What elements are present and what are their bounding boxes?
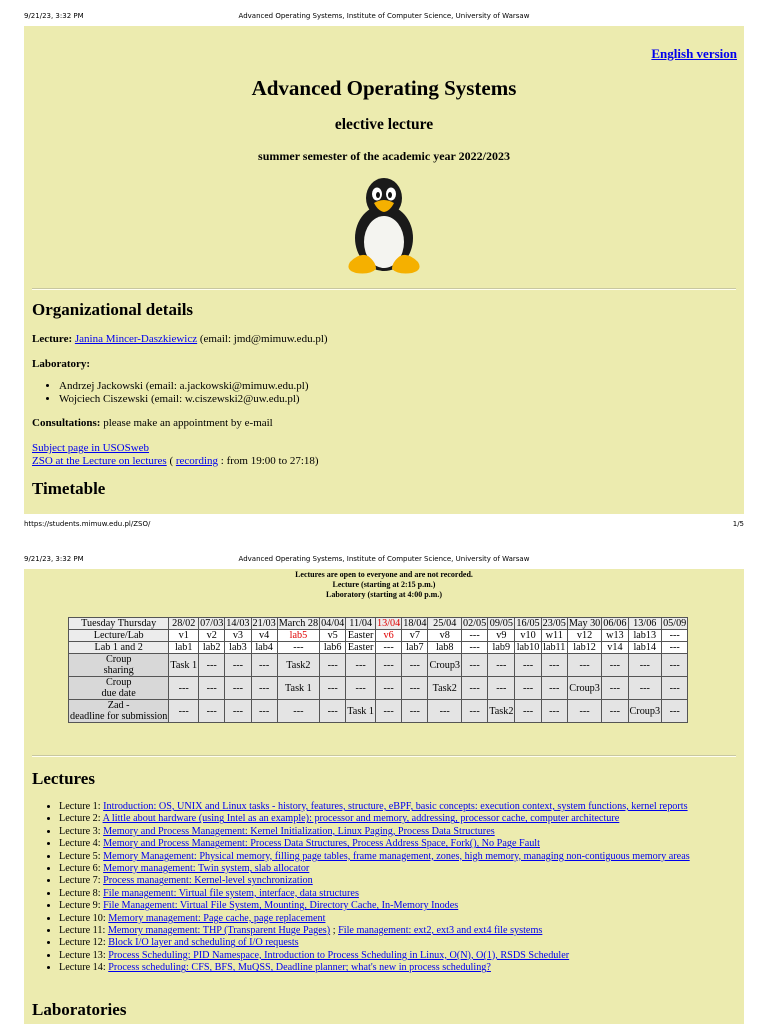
lecture-item <box>59 813 768 825</box>
timetable-cell: --- <box>199 654 225 677</box>
lecture-link[interactable]: Memory Management: Physical memory, filling page tables, frame management, zones, high memory, managing non-contiguous memory areas <box>103 850 690 862</box>
timetable-cell: Croup3 <box>567 677 601 700</box>
timetable-cell: --- <box>462 630 488 642</box>
timetable-cell: --- <box>251 700 277 723</box>
lecture-number: Lecture 2: <box>59 813 103 825</box>
lecture-link[interactable]: Memory and Process Management: Kernel Initialization, Linux Paging, Process Data Structures <box>103 825 495 837</box>
timetable-cell: --- <box>251 654 277 677</box>
tux-penguin-icon <box>342 176 426 276</box>
lecturer-email: (email: jmd@mimuw.edu.pl) <box>197 333 328 345</box>
lecture-link[interactable]: Process scheduling: CFS, BFS, MuQSS, Deadline planner; what's new in process scheduling? <box>108 962 491 974</box>
timetable-cell: --- <box>428 700 462 723</box>
divider <box>32 755 736 757</box>
timetable-cell: lab1 <box>169 642 199 654</box>
timetable-date-cell: 06/06 <box>603 618 627 629</box>
lecture-number: Lecture 3: <box>59 825 104 837</box>
timetable-cell: --- <box>515 677 541 700</box>
links-block: Subject page in USOSweb ZSO at the Lecture on lectures ( recording : from 19:00 to 27:18) <box>32 442 319 467</box>
timetable-cell: --- <box>602 677 628 700</box>
timetable-date-cell: March 28 <box>278 618 319 629</box>
timetable-cell: --- <box>488 654 515 677</box>
timetable-cell: --- <box>346 677 376 700</box>
timetable-cell: v12 <box>567 630 601 642</box>
lecture-number: Lecture 9: <box>59 900 104 912</box>
timetable-notice: Lectures are open to everyone and are not recorded. Lecture (starting at 2:15 p.m.) Laboratory (starting at 4:00 p.m.) <box>295 570 473 599</box>
lecture-link[interactable]: Memory management: THP (Transparent Huge Pages) <box>107 925 331 937</box>
timetable-cell: lab2 <box>199 642 225 654</box>
lecturer-link[interactable]: Janina Mincer-Daszkiewicz <box>74 333 198 345</box>
timetable-cell: --- <box>462 642 488 654</box>
page-subtitle: elective lecture <box>334 116 434 133</box>
timetable-table <box>68 617 688 723</box>
timetable-cell: --- <box>567 654 601 677</box>
timetable-cell: --- <box>462 700 488 723</box>
lecture-link[interactable]: File Management: Virtual File System, Mounting, Directory Cache, In-Memory Inodes <box>103 900 459 912</box>
timetable-cell: --- <box>402 654 428 677</box>
lecture-link[interactable]: File management: ext2, ext3 and ext4 file systems <box>338 925 543 937</box>
timetable-cell: --- <box>225 654 251 677</box>
timetable-date-cell: May 30 <box>568 618 601 629</box>
page-title: Advanced Operating Systems <box>251 76 517 100</box>
timetable-date-cell: 11/04 <box>346 618 376 630</box>
table-row <box>69 677 688 700</box>
timetable-cell: Easter <box>346 630 376 642</box>
lecture-item <box>59 950 768 962</box>
timetable-row-header: Zad - deadline for submission <box>70 700 168 722</box>
timetable-date-cell: 14/03 <box>226 618 250 629</box>
lecture-item <box>59 838 768 850</box>
timetable-cell: lab13 <box>628 630 662 642</box>
timetable-row-header: Lecture/Lab <box>69 630 169 642</box>
lecture-item <box>59 937 768 949</box>
timetable-cell: lab4 <box>251 642 277 654</box>
timetable-cell: Task2 <box>277 654 319 677</box>
timetable-cell: lab5 <box>277 630 319 642</box>
page-two <box>24 569 744 1024</box>
print-url: https://students.mimuw.edu.pl/ZSO/ <box>24 520 151 528</box>
lecture-link[interactable]: Memory and Process Management: Process Data Structures, Process Address Space, Fork(), No Page Fault <box>103 838 540 850</box>
timetable-cell: --- <box>662 642 688 654</box>
lecture-label: Lecture: <box>32 333 73 345</box>
timetable-date-cell: 18/04 <box>403 618 427 629</box>
timetable-cell: --- <box>462 677 488 700</box>
timetable-cell: --- <box>402 700 428 723</box>
timetable-cell: --- <box>320 677 346 700</box>
timetable-cell: v8 <box>428 630 462 642</box>
timetable-cell: --- <box>567 700 601 723</box>
table-row <box>69 654 688 677</box>
timetable-cell: --- <box>376 642 402 654</box>
timetable-cell: --- <box>199 677 225 700</box>
timetable-cell: --- <box>376 700 402 723</box>
timetable-cell: lab12 <box>567 642 601 654</box>
timetable-cell: --- <box>320 654 346 677</box>
timetable-cell: --- <box>277 700 319 723</box>
timetable-cell: --- <box>277 642 319 654</box>
timetable-cell: v14 <box>602 642 628 654</box>
timetable-cell: w11 <box>541 630 567 642</box>
timetable-header-row <box>69 618 688 630</box>
usos-link[interactable]: Subject page in USOSweb <box>32 442 150 454</box>
timetable-cell: v1 <box>169 630 199 642</box>
timetable-date-cell: 13/06 <box>628 618 662 630</box>
timetable-cell: --- <box>662 654 688 677</box>
lecture-separator: ; <box>330 925 339 937</box>
timetable-cell: --- <box>402 677 428 700</box>
page-one <box>24 26 744 514</box>
lecture-item <box>59 863 768 875</box>
timetable-cell: --- <box>199 700 225 723</box>
timetable-cell: lab8 <box>428 642 462 654</box>
timetable-cell: v9 <box>488 630 515 642</box>
semester-line: summer semester of the academic year 2022/2023 <box>258 149 510 163</box>
timetable-cell: --- <box>376 654 402 677</box>
timetable-cell: lab10 <box>516 642 540 653</box>
lecture-number: Lecture 7: <box>59 875 104 887</box>
timetable-cell: --- <box>488 677 515 700</box>
timetable-cell: v6 <box>376 630 402 642</box>
timetable-cell: --- <box>628 654 662 677</box>
lecture-item <box>59 851 768 863</box>
timetable-cell: --- <box>515 700 541 723</box>
timetable-cell: --- <box>169 677 199 700</box>
timetable-date-cell: 25/04 <box>428 618 462 630</box>
timetable-cell: --- <box>541 654 567 677</box>
lecture-item <box>59 962 768 974</box>
timetable-row-header: Lab 1 and 2 <box>69 642 169 654</box>
timetable-cell: --- <box>462 654 488 677</box>
lecture-item <box>59 801 768 813</box>
timetable-cell: Croup3 <box>428 654 462 677</box>
timetable-cell: lab11 <box>543 642 566 653</box>
timetable-date-cell: 16/05 <box>516 618 540 629</box>
timetable-cell: lab7 <box>402 642 428 654</box>
lecture-number: Lecture 10: <box>59 912 109 924</box>
org-heading: Organizational details <box>32 300 194 319</box>
timetable-cell: lab14 <box>628 642 662 654</box>
timetable-date-cell: 21/03 <box>252 618 276 629</box>
timetable-cell: Task 1 <box>169 654 199 677</box>
lecture-number: Lecture 4: <box>59 838 104 850</box>
timetable-cell: --- <box>662 677 688 700</box>
lecture-number: Lecture 13: <box>59 949 109 961</box>
lecture-item <box>59 925 768 937</box>
lecture-link[interactable]: File management: Virtual file system, interface, data structures <box>103 887 359 899</box>
timetable-cell: --- <box>225 700 251 723</box>
timetable-cell: v2 <box>199 630 225 642</box>
timetable-heading: Timetable <box>32 479 106 498</box>
lab-people-list <box>32 380 309 405</box>
timetable-corner-cell: Tuesday Thursday <box>69 618 169 630</box>
table-row <box>69 630 688 642</box>
list-item: • Wojciech Ciszewski (email: w.ciszewski2@uw.edu.pl) <box>59 393 309 406</box>
lecture-link[interactable]: A little about hardware (using Intel as an example): processor and memory, addressing, processor cache, computer architecture <box>102 813 620 825</box>
lecture-number: Lecture 12: <box>59 937 109 949</box>
timetable-cell: --- <box>541 677 567 700</box>
list-item: • Andrzej Jackowski (email: a.jackowski@mimuw.edu.pl) <box>59 380 309 393</box>
timetable-cell: --- <box>541 700 567 723</box>
timetable-cell: --- <box>251 677 277 700</box>
timetable-cell: Task 1 <box>346 700 376 723</box>
consultations-line <box>32 417 273 430</box>
timetable-cell: --- <box>602 700 628 723</box>
lecture-item <box>59 900 768 912</box>
laboratory-label: Laboratory: <box>32 358 91 370</box>
timetable-cell: v10 <box>515 630 541 642</box>
timetable-cell: v3 <box>225 630 251 642</box>
timetable-date-cell: 23/05 <box>542 618 566 629</box>
timetable-date-cell: 05/09 <box>663 618 687 629</box>
timetable-cell: v5 <box>320 630 346 642</box>
laboratories-heading: Laboratories <box>32 1000 127 1019</box>
timetable-row-header: Croup due date <box>69 677 169 700</box>
timetable-cell: --- <box>515 654 541 677</box>
timetable-cell: Task2 <box>488 700 515 723</box>
print-datetime: 9/21/23, 3:32 PM <box>24 12 84 20</box>
lecture-item <box>59 888 768 900</box>
timetable-date-cell: 02/05 <box>463 618 487 629</box>
timetable-cell: --- <box>662 630 688 642</box>
lecture-item <box>59 913 768 925</box>
timetable-cell: --- <box>602 654 628 677</box>
timetable-cell: --- <box>169 700 199 723</box>
timetable-cell: Task2 <box>428 677 462 700</box>
lecture-link[interactable]: Block I/O layer and scheduling of I/O requests <box>108 937 299 949</box>
lecture-number: Lecture 1: <box>59 801 104 812</box>
timetable-date-cell: 28/02 <box>169 618 199 630</box>
timetable-date-cell: 13/04 <box>377 618 401 629</box>
timetable-date-cell: 04/04 <box>321 618 345 629</box>
english-version-link[interactable]: English version <box>651 46 737 61</box>
table-row <box>69 700 688 723</box>
timetable-cell: --- <box>628 677 662 700</box>
timetable-cell: --- <box>376 677 402 700</box>
recording-link[interactable]: recording <box>175 455 219 467</box>
print-page-number: 1/5 <box>732 520 744 528</box>
lecture-number: Lecture 11: <box>59 925 108 937</box>
timetable-cell: lab3 <box>225 642 251 654</box>
timetable-cell: v4 <box>251 630 277 642</box>
lecture-link[interactable]: Memory management: Twin system, slab allocator <box>103 863 310 875</box>
lecture-link[interactable]: Process Scheduling: PID Namespace, Introduction to Process Scheduling in Linux, O(N), O(1), RSDS Scheduler <box>108 949 570 961</box>
lecture-item <box>59 826 768 838</box>
timetable-date-cell: 09/05 <box>489 618 513 629</box>
lecture-link[interactable]: Process management: Kernel-level synchronization <box>103 875 313 887</box>
timetable-cell: --- <box>662 700 688 723</box>
print-title: Advanced Operating Systems, Institute of Computer Science, University of Warsaw <box>238 12 530 20</box>
timetable-cell: Easter <box>346 642 376 654</box>
lecture-line <box>32 333 328 346</box>
timetable-cell: --- <box>320 700 346 723</box>
table-row <box>69 642 688 654</box>
timetable-date-cell: 07/03 <box>200 618 224 629</box>
lectures-heading: Lectures <box>32 769 95 788</box>
lecture-link[interactable]: Memory management: Page cache, page replacement <box>108 912 326 924</box>
lecture-link[interactable]: Introduction: OS, UNIX and Linux tasks - history, features, structure, eBPF, basic concepts: execution context, system functions, kernel reports <box>103 801 688 812</box>
lecture-item <box>59 875 768 887</box>
timetable-cell: lab9 <box>488 642 515 654</box>
timetable-row-header: Croup sharing <box>69 654 169 677</box>
timetable-cell: --- <box>225 677 251 700</box>
lecture-number: Lecture 8: <box>59 887 104 899</box>
timetable-cell: Task 1 <box>277 677 319 700</box>
timetable-cell: w13 <box>602 630 628 642</box>
timetable-cell: --- <box>346 654 376 677</box>
timetable-cell: v7 <box>402 630 428 642</box>
lecture-number: Lecture 6: <box>59 863 104 875</box>
lecture-number: Lecture 5: <box>59 850 104 862</box>
timetable-cell: lab6 <box>320 642 346 654</box>
timetable-cell: Croup3 <box>628 700 662 723</box>
zso-link[interactable]: ZSO at the Lecture on lectures <box>32 455 167 467</box>
consultations-label: Consultations: <box>32 417 101 429</box>
lectures-list <box>32 801 768 975</box>
lecture-number: Lecture 14: <box>59 962 109 974</box>
divider <box>32 288 736 290</box>
consultations-text: please make an appointment by e-mail <box>100 417 273 429</box>
